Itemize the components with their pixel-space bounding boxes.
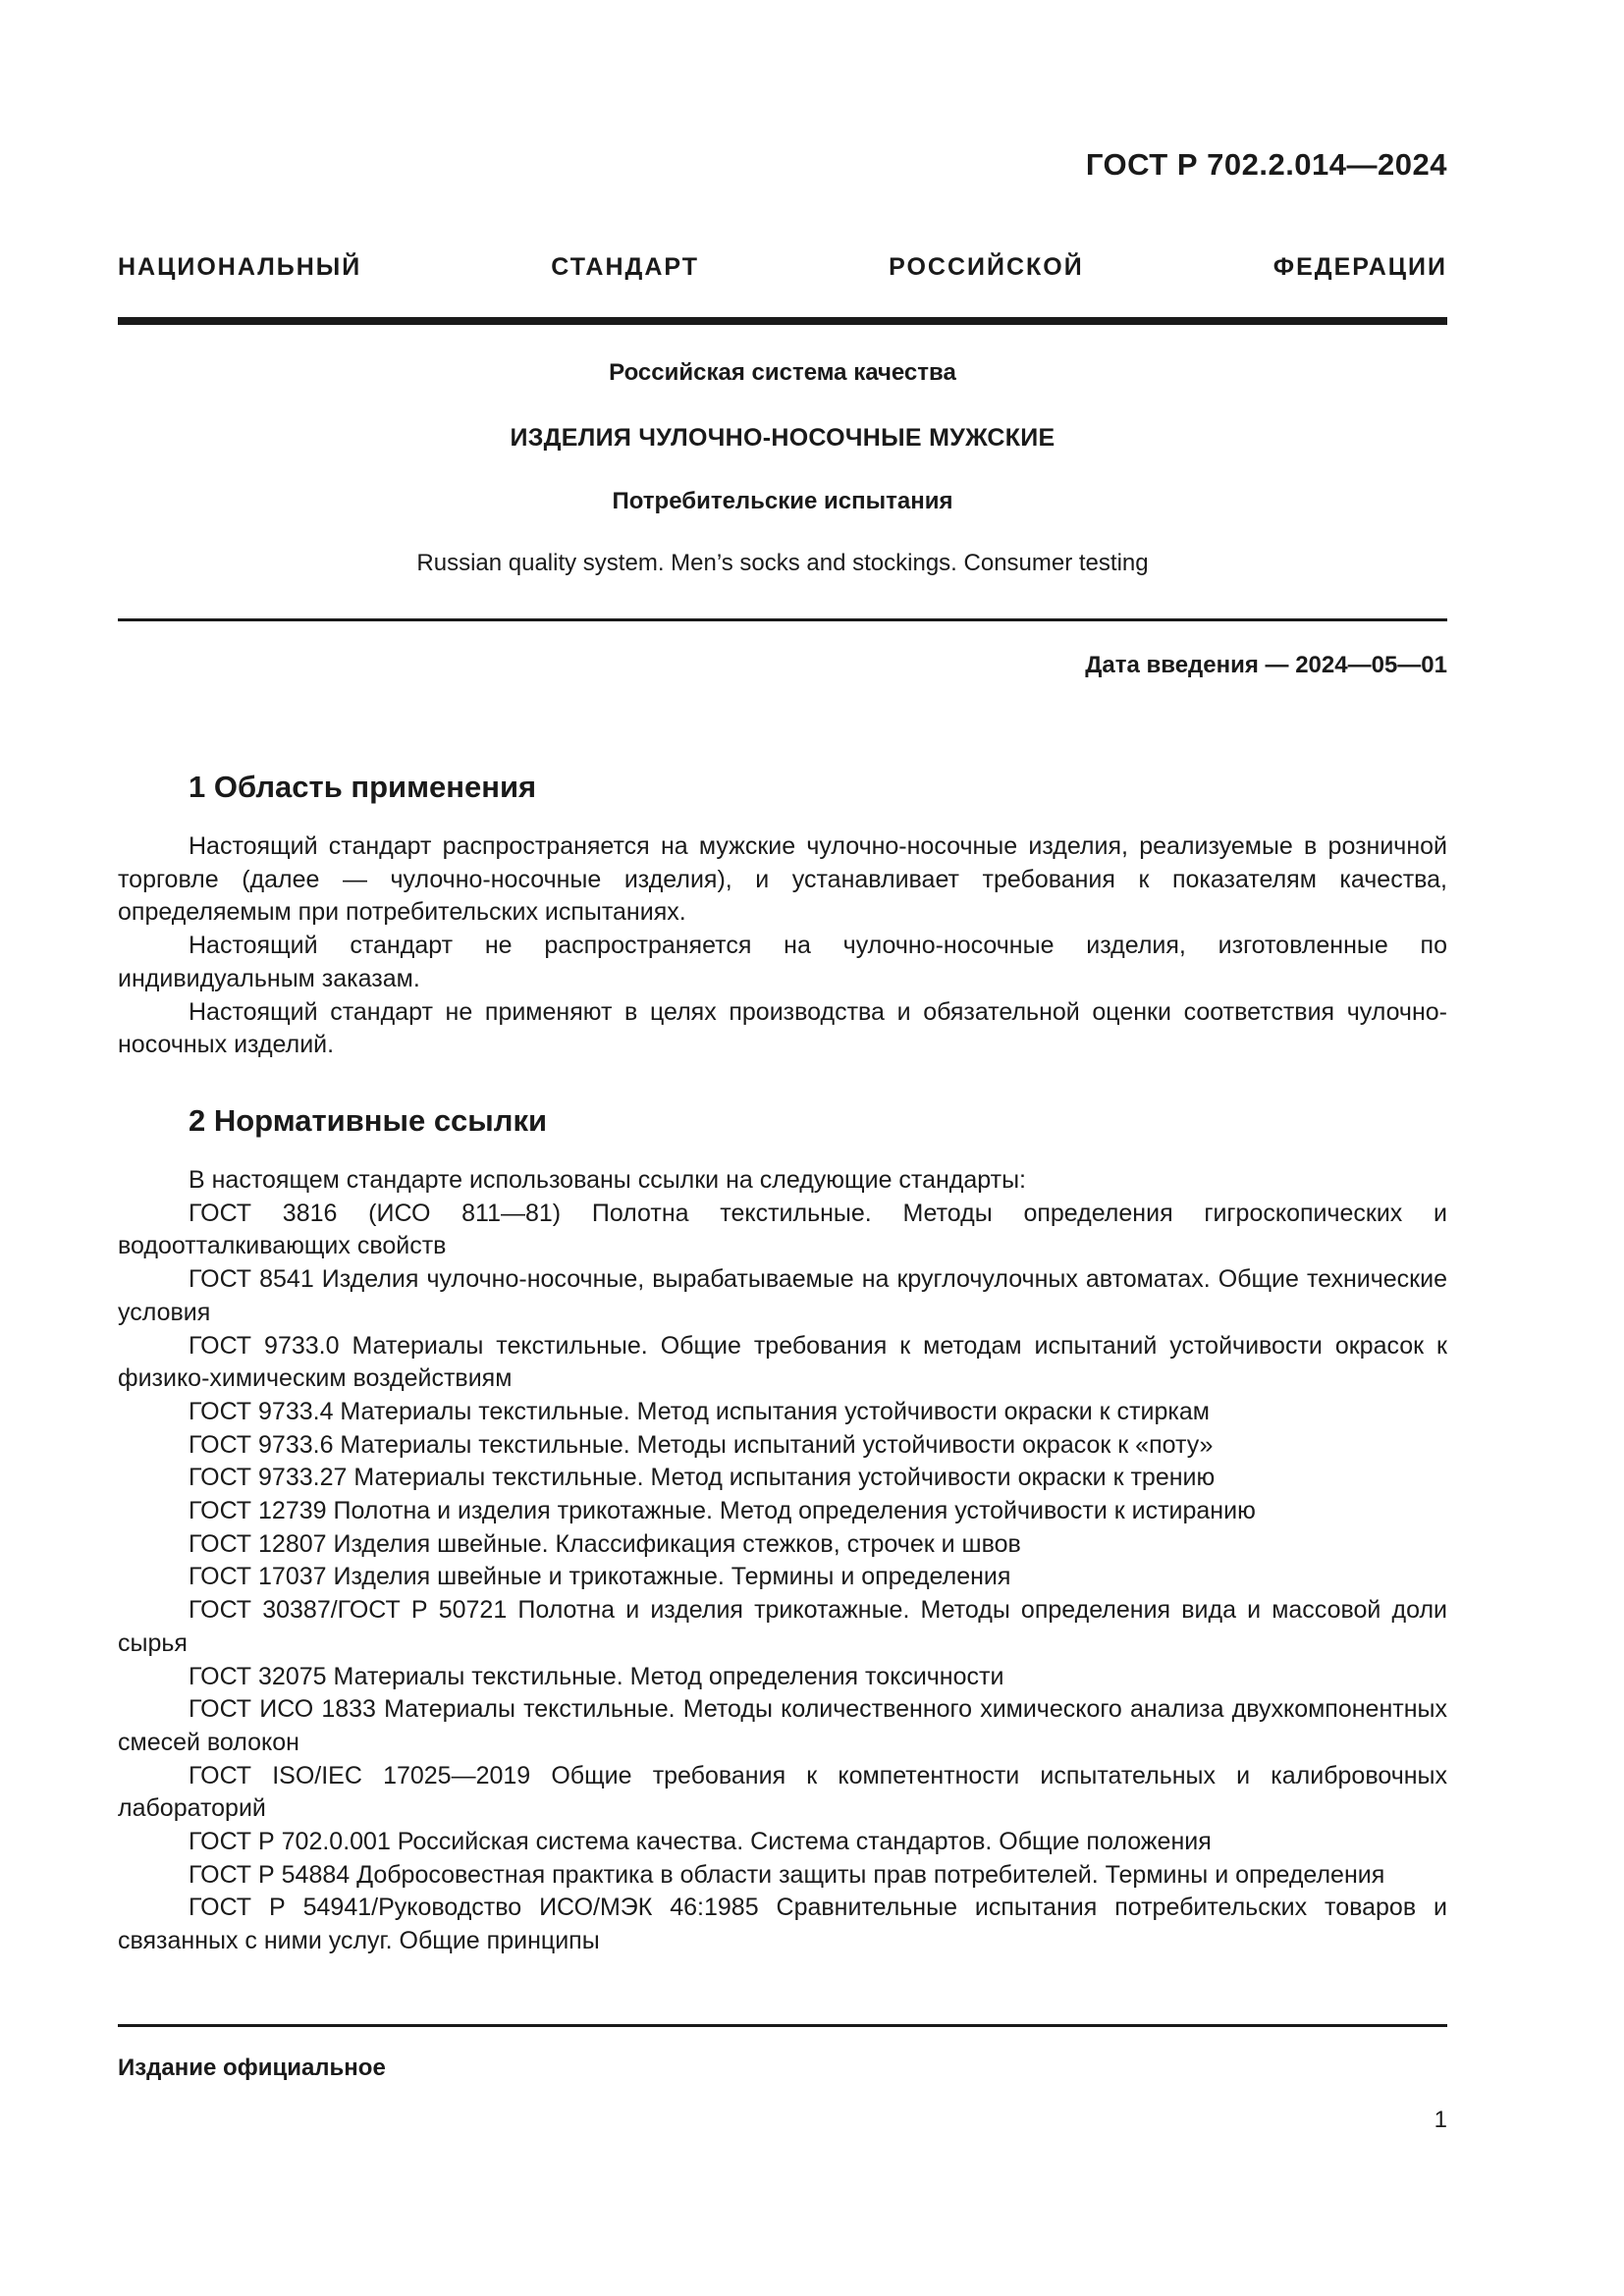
- reference-item: ГОСТ Р 702.0.001 Российская система качества. Система стандартов. Общие положения: [189, 1828, 1212, 1856]
- reference-item: ГОСТ 8541 Изделия чулочно-носочные, вырабатываемые на круглочулочных автоматах. Общие технические условия: [118, 1265, 1447, 1326]
- paragraph: Настоящий стандарт не применяют в целях производства и обязательной оценки соответствия чулочно-носочных изделий.: [118, 997, 1447, 1059]
- document-number: ГОСТ Р 702.2.014—2024: [1085, 147, 1447, 182]
- reference-item: ГОСТ 9733.4 Материалы текстильные. Метод испытания устойчивости окраски к стиркам: [189, 1397, 1210, 1425]
- reference-item: ГОСТ Р 54941/Руководство ИСО/МЭК 46:1985 Сравнительные испытания потребительских товаров и связанных с ними услуг. Общие принципы: [118, 1894, 1447, 1955]
- section-2-heading: 2 Нормативные ссылки: [189, 1103, 548, 1138]
- section-2-body: [118, 1164, 1447, 1958]
- english-title: Russian quality system. Men’s socks and stockings. Consumer testing: [416, 550, 1149, 576]
- reference-item: ГОСТ 30387/ГОСТ Р 50721 Полотна и изделия трикотажные. Методы определения вида и массовой доли сырья: [118, 1596, 1447, 1657]
- reference-item: ГОСТ 12807 Изделия швейные. Классификация стежков, строчек и швов: [189, 1529, 1021, 1558]
- reference-item: ГОСТ ИСО 1833 Материалы текстильные. Методы количественного химического анализа двухкомпонентных смесей волокон: [118, 1695, 1447, 1756]
- paragraph: Настоящий стандарт распространяется на мужские чулочно-носочные изделия, реализуемые в розничной торговле (далее — чулочно-носочные изделия), и устанавливает требования к показателям качества, определяемым при потребительских испытаниях.: [118, 832, 1447, 927]
- introduction-date: Дата введения — 2024—05—01: [1085, 652, 1447, 678]
- reference-item: ГОСТ 9733.6 Материалы текстильные. Методы испытаний устойчивости окрасок к «поту»: [189, 1430, 1214, 1459]
- official-edition-label: Издание официальное: [118, 2055, 386, 2081]
- national-standard-banner: НАЦИОНАЛЬНЫЙ СТАНДАРТ РОССИЙСКОЙ ФЕДЕРАЦИИ: [118, 253, 1447, 281]
- footer-divider: [118, 2024, 1447, 2027]
- paragraph: Настоящий стандарт не распространяется на чулочно-носочные изделия, изготовленные по индивидуальным заказам.: [118, 932, 1447, 992]
- document-subtitle: Потребительские испытания: [612, 488, 953, 514]
- reference-item: ГОСТ Р 54884 Добросовестная практика в области защиты прав потребителей. Термины и определения: [189, 1860, 1385, 1889]
- header-divider: [118, 317, 1447, 325]
- references-intro: В настоящем стандарте использованы ссылки на следующие стандарты:: [189, 1166, 1027, 1194]
- section-1-heading: 1 Область применения: [189, 770, 537, 804]
- system-title: Российская система качества: [609, 359, 956, 386]
- section-1-body: [118, 830, 1447, 1062]
- reference-item: ГОСТ ISO/IEC 17025—2019 Общие требования к компетентности испытательных и калибровочных лабораторий: [118, 1761, 1447, 1823]
- reference-item: ГОСТ 3816 (ИСО 811—81) Полотна текстильные. Методы определения гигроскопических и водоотталкивающих свойств: [118, 1199, 1447, 1260]
- reference-item: ГОСТ 12739 Полотна и изделия трикотажные. Метод определения устойчивости к истиранию: [189, 1497, 1256, 1525]
- page-number: 1: [1434, 2107, 1447, 2133]
- product-title: ИЗДЕЛИЯ ЧУЛОЧНО-НОСОЧНЫЕ МУЖСКИЕ: [510, 424, 1056, 452]
- title-divider: [118, 618, 1447, 621]
- reference-item: ГОСТ 9733.0 Материалы текстильные. Общие требования к методам испытаний устойчивости окрасок к физико-химическим воздействиям: [118, 1331, 1447, 1393]
- reference-item: ГОСТ 17037 Изделия швейные и трикотажные. Термины и определения: [189, 1563, 1011, 1591]
- reference-item: ГОСТ 32075 Материалы текстильные. Метод определения токсичности: [189, 1662, 1004, 1690]
- reference-item: ГОСТ 9733.27 Материалы текстильные. Метод испытания устойчивости окраски к трению: [189, 1464, 1216, 1492]
